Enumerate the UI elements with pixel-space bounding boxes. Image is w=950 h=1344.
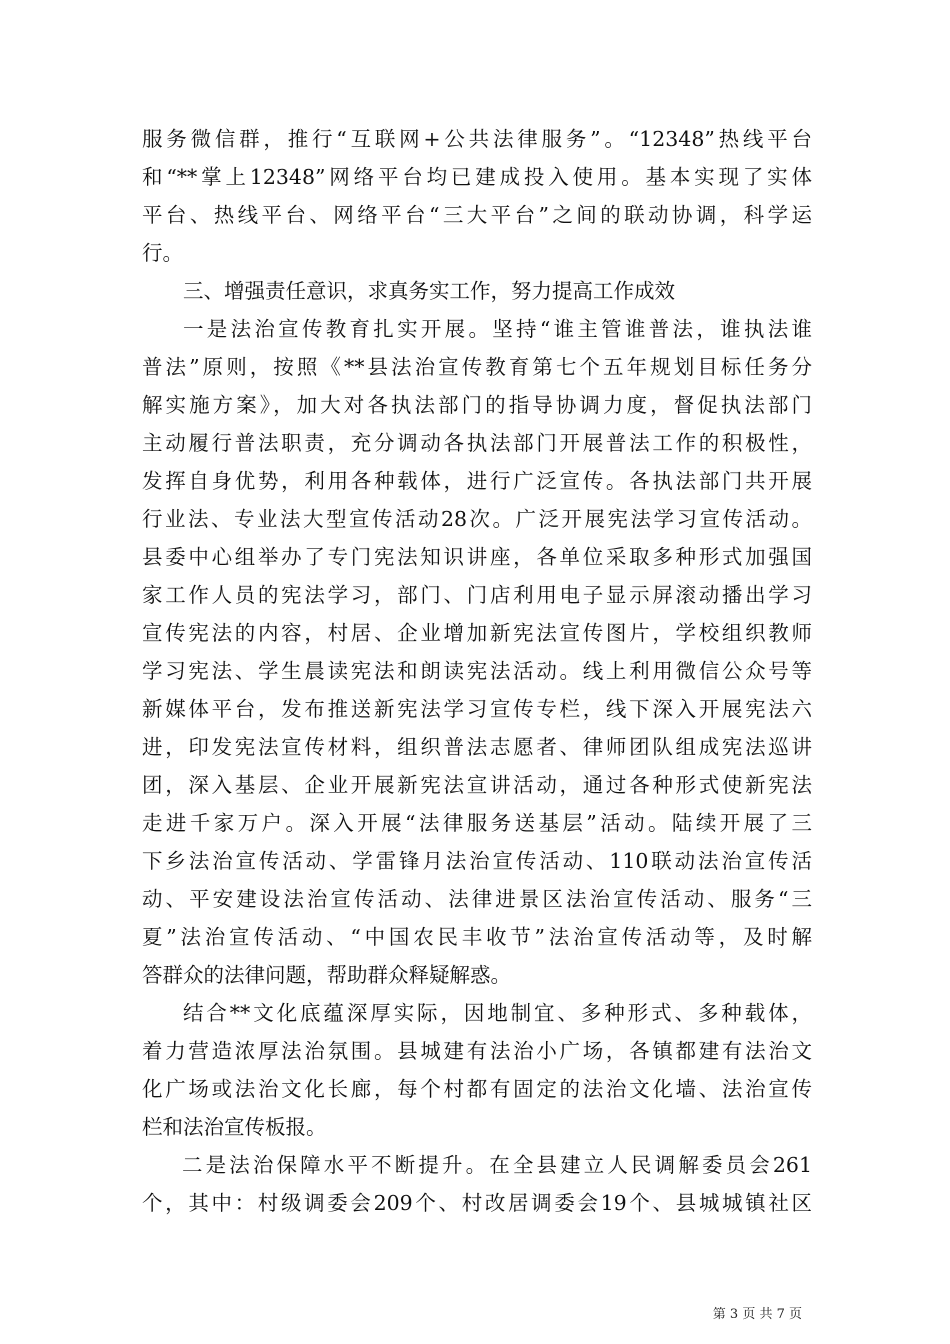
paragraph-line: 走进千家万户。深入开展“法律服务送基层”活动。陆续开展了三	[142, 811, 812, 835]
paragraph-line: 县委中心组举办了专门宪法知识讲座，各单位采取多种形式加强国	[142, 545, 812, 569]
paragraph-line: 结合**文化底蕴深厚实际，因地制宜、多种形式、多种载体，	[183, 1001, 812, 1025]
paragraph-line: 和“**掌上12348”网络平台均已建成投入使用。基本实现了实体	[142, 165, 812, 189]
paragraph-3	[142, 994, 812, 1146]
paragraph-line: 普法”原则，按照《**县法治宣传教育第七个五年规划目标任务分	[142, 355, 812, 379]
paragraph-line: 新媒体平台，发布推送新宪法学习宣传专栏，线下深入开展宪法六	[142, 697, 812, 721]
paragraph-line: 栏和法治宣传板报。	[142, 1115, 327, 1139]
paragraph-line: 动、平安建设法治宣传活动、法律进景区法治宣传活动、服务“三	[142, 887, 812, 911]
paragraph-line: 行。	[142, 241, 183, 265]
page-number-footer: 第 3 页 共 7 页	[712, 1307, 802, 1322]
paragraph-line: 二是法治保障水平不断提升。在全县建立人民调解委员会261	[182, 1153, 812, 1177]
paragraph-line: 宣传宪法的内容，村居、企业增加新宪法宣传图片，学校组织教师	[142, 621, 812, 645]
paragraph-line: 学习宪法、学生晨读宪法和朗读宪法活动。线上利用微信公众号等	[142, 659, 812, 683]
paragraph-line: 团，深入基层、企业开展新宪法宣讲活动，通过各种形式使新宪法	[142, 773, 812, 797]
paragraph-line: 服务微信群，推行“互联网+公共法律服务”。“12348”热线平台	[142, 127, 812, 151]
paragraph-line: 一是法治宣传教育扎实开展。坚持“谁主管谁普法，谁执法谁	[183, 317, 812, 341]
paragraph-line: 夏”法治宣传活动、“中国农民丰收节”法治宣传活动等，及时解	[142, 925, 812, 949]
paragraph-line: 着力营造浓厚法治氛围。县城建有法治小广场，各镇都建有法治文	[142, 1039, 812, 1063]
paragraph-line: 化广场或法治文化长廊，每个村都有固定的法治文化墙、法治宣传	[142, 1077, 812, 1101]
paragraph-line: 发挥自身优势，利用各种载体，进行广泛宣传。各执法部门共开展	[142, 469, 812, 493]
paragraph-4	[142, 1146, 812, 1222]
paragraph-line: 主动履行普法职责，充分调动各执法部门开展普法工作的积极性，	[142, 431, 812, 455]
paragraph-line: 答群众的法律问题，帮助群众释疑解惑。	[142, 963, 511, 987]
paragraph-line: 解实施方案》，加大对各执法部门的指导协调力度，督促执法部门	[142, 393, 812, 417]
paragraph-line: 个，其中：村级调委会209个、村改居调委会19个、县城城镇社区	[142, 1191, 812, 1215]
body-text	[142, 120, 812, 1222]
paragraph-line: 下乡法治宣传活动、学雷锋月法治宣传活动、110联动法治宣传活	[142, 849, 812, 873]
paragraph-line: 进，印发宪法宣传材料，组织普法志愿者、律师团队组成宪法巡讲	[142, 735, 812, 759]
paragraph-line: 行业法、专业法大型宣传活动28次。广泛开展宪法学习宣传活动。	[142, 507, 812, 531]
paragraph-2	[142, 310, 812, 994]
paragraph-line: 平台、热线平台、网络平台“三大平台”之间的联动协调，科学运	[142, 203, 812, 227]
paragraph-1	[142, 120, 812, 272]
section-heading: 三、增强责任意识，求真务实工作，努力提高工作成效	[183, 279, 675, 303]
paragraph-line: 家工作人员的宪法学习，部门、门店利用电子显示屏滚动播出学习	[142, 583, 812, 607]
